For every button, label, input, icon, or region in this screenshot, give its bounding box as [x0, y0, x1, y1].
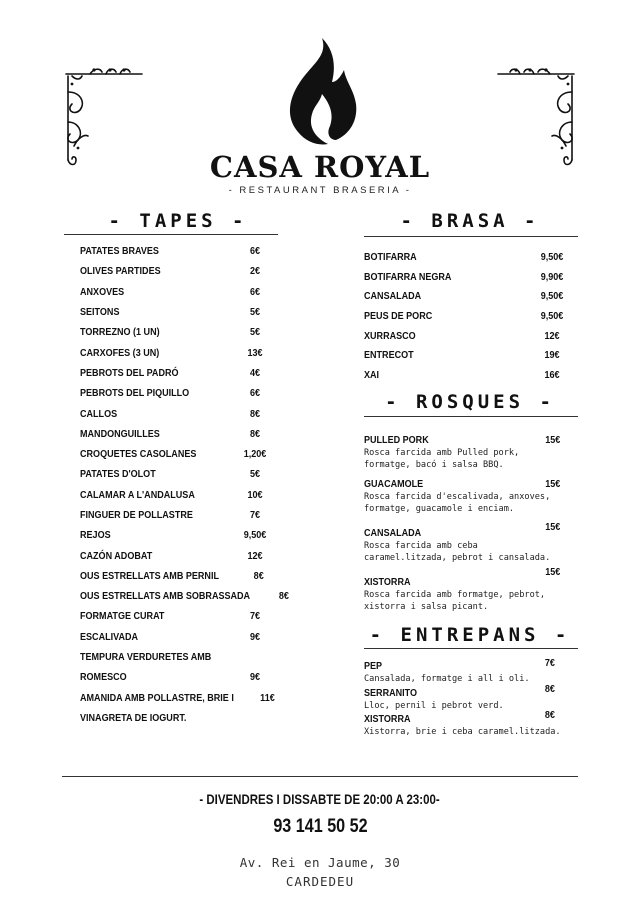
menu-item-price: 13€	[247, 346, 263, 359]
menu-item-price: 15€	[545, 478, 561, 490]
menu-item-description: Rosca farcida amb Pulled pork, formatge, bacó i salsa BBQ.	[364, 448, 520, 470]
tapes-menu-item	[80, 688, 275, 708]
menu-item-price: 9€	[249, 630, 261, 643]
menu-item-name: AMANIDA AMB POLLASTRE, BRIE I	[80, 691, 234, 704]
menu-item-name: PEUS DE PORC	[364, 309, 433, 322]
menu-item-price: 15€	[545, 434, 561, 446]
menu-item-name: FINGUER DE POLLASTRE	[80, 509, 193, 521]
menu-item-price: 8€	[544, 709, 555, 721]
menu-item-name: CROQUETES CASOLANES	[80, 448, 197, 461]
section-title-tapes: - TAPES -	[108, 210, 248, 232]
tapes-menu-item	[80, 708, 275, 728]
tapes-menu-item	[80, 241, 275, 261]
rosques-menu-item	[364, 474, 564, 515]
menu-item-name: XURRASCO	[364, 329, 416, 342]
tapes-menu-item	[80, 667, 275, 687]
menu-item-price: 11€	[260, 691, 275, 704]
menu-item-name: PULLED PORK	[364, 434, 429, 446]
flame-icon	[278, 36, 362, 148]
menu-item-name: CALAMAR A L'ANDALUSA	[80, 488, 195, 501]
menu-item-name: ANXOVES	[80, 285, 125, 298]
rosques-menu-item	[364, 430, 564, 471]
section-divider	[364, 648, 578, 649]
menu-item-name: XISTORRA	[364, 576, 411, 588]
tapes-menu-item	[80, 627, 275, 647]
address-city: CARDEDEU	[285, 874, 355, 889]
menu-item-description: Cansalada, formatge i all i oli.	[364, 674, 530, 684]
tapes-menu-item	[80, 403, 275, 423]
tapes-list	[80, 241, 289, 728]
rosques-menu-item	[364, 523, 564, 564]
menu-item-name: CARXOFES (3 UN)	[80, 346, 160, 359]
tapes-menu-item	[80, 363, 275, 383]
section-title-entrepans: - ENTREPANS -	[369, 624, 571, 646]
menu-item-name: CALLOS	[80, 407, 118, 420]
section-title-rosques: - ROSQUES -	[385, 391, 555, 413]
tapes-menu-item	[80, 424, 275, 444]
brasa-menu-item	[364, 267, 572, 287]
menu-item-name: OLIVES PARTIDES	[80, 265, 161, 278]
menu-item-price: 7€	[249, 509, 261, 521]
menu-item-name: PEP	[364, 660, 383, 672]
menu-item-description: Rosca farcida amb ceba caramel.litzada, pebrot i cansalada.	[364, 541, 551, 563]
menu-item-price: 9,50€	[540, 290, 564, 303]
menu-item-name: SEITONS	[80, 306, 120, 319]
tapes-menu-item	[80, 383, 275, 403]
section-divider	[364, 236, 578, 237]
entrepans-menu-item	[364, 656, 564, 686]
menu-item-name: ROMESCO	[80, 671, 127, 684]
menu-item-description: Rosca farcida amb formatge, pebrot, xistorra i salsa picant.	[364, 590, 546, 612]
tapes-menu-item	[80, 647, 275, 667]
opening-hours: - DIVENDRES I DISSABTE DE 20:00 A 23:00-	[199, 791, 441, 807]
entrepans-menu-item	[364, 709, 564, 739]
menu-item-name: MANDONGUILLES	[80, 427, 160, 440]
brasa-menu-item	[364, 247, 572, 267]
menu-item-name: GUACAMOLE	[364, 478, 424, 490]
menu-item-price: 8€	[278, 590, 289, 603]
menu-item-name: CANSALADA	[364, 527, 422, 539]
menu-item-price: 1,20€	[243, 448, 267, 461]
menu-item-price: 16€	[544, 368, 560, 381]
menu-item-name: XAI	[364, 368, 380, 381]
tapes-menu-item	[80, 261, 275, 281]
menu-item-name: BOTIFARRA NEGRA	[364, 270, 452, 283]
tapes-menu-item	[80, 545, 275, 565]
menu-item-price: 9,50€	[540, 250, 564, 263]
tapes-menu-item	[80, 505, 275, 525]
menu-item-name: CAZÓN ADOBAT	[80, 549, 153, 562]
menu-item-price: 2€	[249, 265, 261, 278]
menu-item-name: VINAGRETA DE IOGURT.	[80, 711, 187, 724]
menu-item-description: Lloc, pernil i pebrot verd.	[364, 701, 504, 711]
menu-item-name: PATATES BRAVES	[80, 245, 159, 258]
menu-item-price: 5€	[249, 326, 261, 339]
menu-item-name: OUS ESTRELLATS AMB SOBRASSADA	[80, 590, 251, 603]
phone-number[interactable]: 93 141 50 52	[272, 816, 368, 837]
menu-item-name: PATATES D'OLOT	[80, 468, 156, 481]
menu-item-price: 5€	[249, 468, 261, 481]
menu-item-price: 6€	[249, 285, 261, 298]
menu-item-price: 15€	[545, 521, 561, 533]
menu-item-price: 6€	[249, 245, 261, 258]
tapes-menu-item	[80, 606, 275, 626]
section-title-brasa: - BRASA -	[400, 210, 540, 232]
section-divider	[64, 234, 278, 235]
menu-item-name: REJOS	[80, 529, 111, 542]
menu-item-price: 7€	[249, 610, 261, 623]
menu-item-name: TEMPURA VERDURETES AMB	[80, 651, 212, 664]
menu-item-price: 4€	[249, 366, 261, 379]
menu-item-name: ESCALIVADA	[80, 630, 139, 643]
menu-item-name: XISTORRA	[364, 713, 411, 725]
brasa-menu-item	[364, 306, 572, 326]
address-street: Av. Rei en Jaume, 30	[239, 855, 401, 870]
menu-item-name: OUS ESTRELLATS AMB PERNIL	[80, 569, 219, 582]
menu-item-price: 15€	[545, 566, 561, 578]
menu-item-name: PEBROTS DEL PADRÓ	[80, 366, 179, 379]
rosques-menu-item	[364, 572, 564, 613]
menu-item-price: 10€	[247, 488, 263, 501]
tapes-menu-item	[80, 525, 275, 545]
brasa-list	[364, 247, 572, 385]
menu-item-name: CANSALADA	[364, 290, 422, 303]
tapes-menu-item	[80, 586, 289, 606]
menu-item-name: TORREZNO (1 UN)	[80, 326, 160, 339]
brasa-menu-item	[364, 326, 572, 346]
menu-item-price: 9,50€	[540, 309, 564, 322]
section-divider	[364, 416, 578, 417]
menu-item-price: 12€	[247, 549, 263, 562]
tapes-menu-item	[80, 342, 275, 362]
menu-item-price: 7€	[544, 657, 555, 669]
brasa-menu-item	[364, 345, 572, 365]
menu-item-price: 19€	[544, 349, 560, 362]
menu-item-price: 8€	[544, 683, 555, 695]
menu-item-name: BOTIFARRA	[364, 250, 417, 263]
menu-item-name: SERRANITO	[364, 687, 418, 699]
restaurant-name: CASA ROYAL	[209, 150, 431, 184]
tapes-menu-item	[80, 485, 275, 505]
tapes-menu-item	[80, 302, 275, 322]
menu-item-price: 6€	[249, 387, 261, 400]
menu-item-price: 9,90€	[540, 270, 564, 283]
menu-item-price: 8€	[249, 407, 261, 420]
menu-item-price: 5€	[249, 306, 261, 319]
brasa-menu-item	[364, 286, 572, 306]
restaurant-tagline: - RESTAURANT BRASERIA -	[228, 185, 412, 196]
menu-item-name: FORMATGE CURAT	[80, 610, 165, 623]
menu-item-description: Xistorra, brie i ceba caramel.litzada.	[364, 727, 561, 737]
menu-item-description: Rosca farcida d'escalivada, anxoves, formatge, guacamole i enciam.	[364, 492, 551, 514]
footer-divider	[62, 776, 578, 777]
menu-item-name: ENTRECOT	[364, 349, 414, 362]
tapes-menu-item	[80, 566, 275, 586]
menu-item-name: PEBROTS DEL PIQUILLO	[80, 387, 190, 400]
menu-item-price: 8€	[249, 427, 261, 440]
tapes-menu-item	[80, 444, 275, 464]
menu-item-price: 8€	[253, 569, 264, 582]
brasa-menu-item	[364, 365, 572, 385]
tapes-menu-item	[80, 322, 275, 342]
menu-item-price: 9,50€	[243, 529, 267, 542]
menu-item-price: 9€	[249, 671, 261, 684]
tapes-menu-item	[80, 282, 275, 302]
tapes-menu-item	[80, 464, 275, 484]
menu-item-price: 12€	[544, 329, 560, 342]
